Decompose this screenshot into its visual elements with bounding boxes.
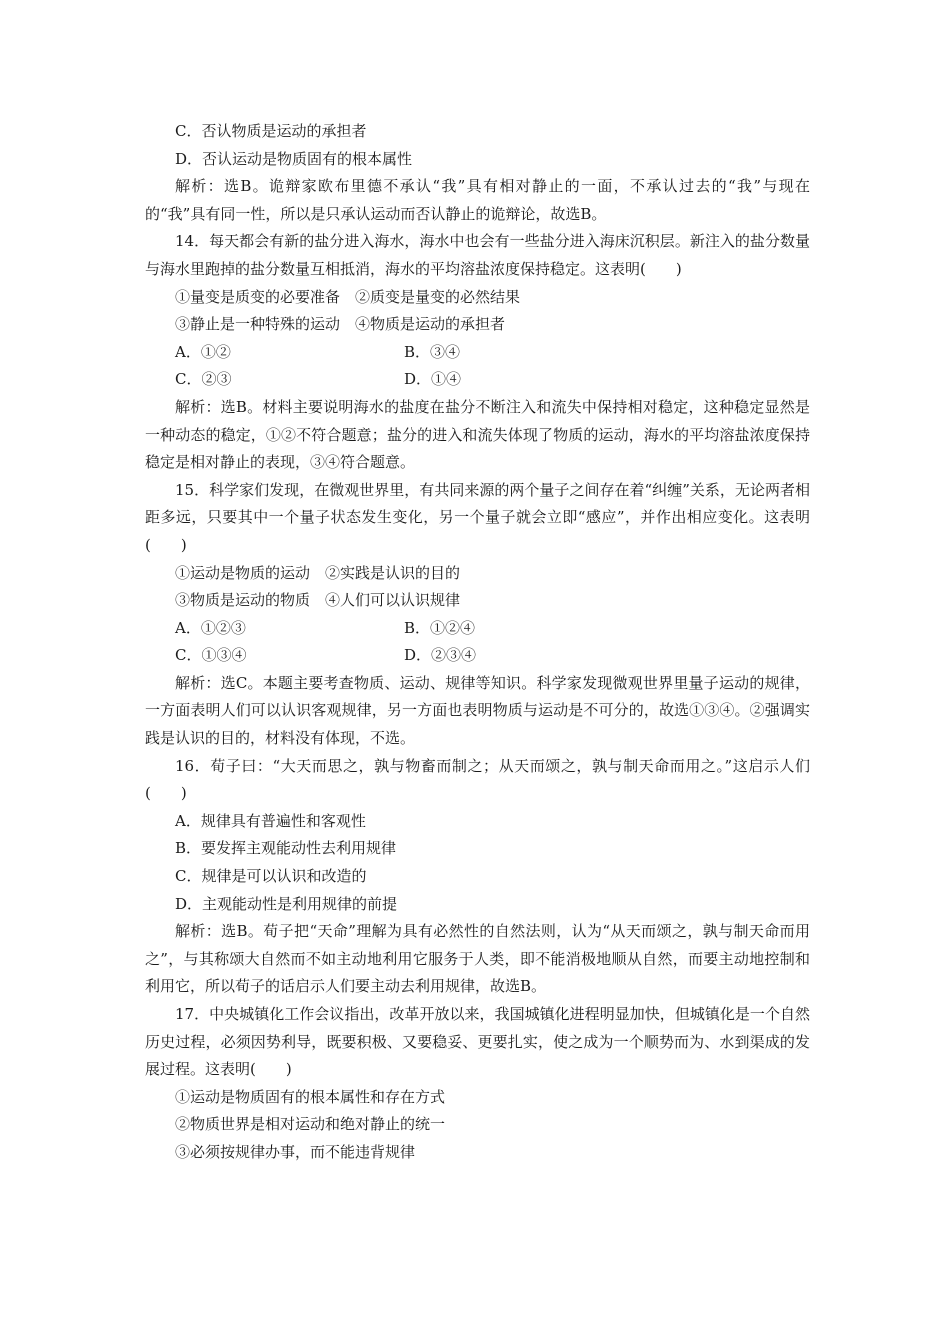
- q14-analysis: 解析：选B。材料主要说明海水的盐度在盐分不断注入和流失中保持相对稳定，这种稳定显然是一种动态的稳定，①②不符合题意；盐分的进入和流失体现了物质的运动，海水的平均溶盐浓度保持稳定是相对静止的表现，③④符合题意。: [145, 397, 810, 472]
- q15-options-row-2: [145, 642, 810, 670]
- q17-item-3: ③必须按规律办事，而不能违背规律: [175, 1142, 416, 1161]
- q16-analysis: 解析：选B。荀子把“天命”理解为具有必然性的自然法则，认为“从天而颂之，孰与制天命而用之”，与其称颂大自然而不如主动地利用它服务于人类，即不能消极地顺从自然，而要主动地控制和利用它，所以荀子的话启示人们要主动去利用规律，故选B。: [145, 922, 810, 996]
- q13-option-c: C．否认物质是运动的承担者: [175, 122, 367, 140]
- q17-stem: 17．中央城镇化工作会议指出，改革开放以来，我国城镇化进程明显加快，但城镇化是一个自然历史过程，必须因势利导，既要积极、又要稳妥、更要扎实，使之成为一个顺势而为、水到渠成的发展过程。这表明( ): [145, 1005, 810, 1079]
- q14-item-line-1: ①量变是质变的必要准备 ②质变是量变的必然结果: [175, 287, 521, 306]
- q13-analysis: 解析：选B。诡辩家欧布里德不承认“我”具有相对静止的一面，不承认过去的“我”与现在的“我”具有同一性，所以是只承认运动而否认静止的诡辩论，故选B。: [145, 177, 810, 223]
- q15-options-row-1: [145, 615, 810, 643]
- q15-analysis: 解析：选C。本题主要考查物质、运动、规律等知识。科学家发现微观世界里量子运动的规律，一方面表明人们可以认识客观规律，另一方面也表明物质与运动是不可分的，故选①③④。②强调实践是认识的目的，材料没有体现，不选。: [145, 673, 810, 748]
- q16-option-a: A．规律具有普遍性和客观性: [175, 811, 366, 830]
- q16-option-c: C．规律是可以认识和改造的: [175, 867, 367, 886]
- q15-option-a: A．①②③: [175, 618, 246, 637]
- q15-option-c: C．①③④: [175, 646, 247, 665]
- q14-item-line-2: ③静止是一种特殊的运动 ④物质是运动的承担者: [175, 315, 506, 334]
- q15-item-line-2: ③物质是运动的物质 ④人们可以认识规律: [175, 591, 461, 610]
- q17-item-2: ②物质世界是相对运动和绝对静止的统一: [175, 1115, 446, 1134]
- q16-stem: 16．荀子曰：“大天而思之，孰与物畜而制之；从天而颂之，孰与制天命而用之。”这启示人们( ): [145, 756, 810, 803]
- q14-option-b: B．③④: [404, 342, 461, 361]
- q15-stem: 15．科学家们发现，在微观世界里，有共同来源的两个量子之间存在着“纠缠”关系，无论两者相距多远，只要其中一个量子状态发生变化，另一个量子就会立即“感应”，并作出相应变化。这表明( ): [145, 480, 810, 554]
- q15-item-line-1: ①运动是物质的运动 ②实践是认识的目的: [175, 563, 461, 582]
- q14-option-a: A．①②: [175, 342, 231, 361]
- q14-options-row-1: [145, 339, 810, 367]
- q15-option-b: B．①②④: [404, 618, 476, 637]
- q14-option-c: C．②③: [175, 370, 232, 389]
- q13-option-d: D．否认运动是物质固有的根本属性: [175, 149, 413, 168]
- document-page: [145, 118, 810, 1167]
- q15-option-d: D．②③④: [404, 646, 477, 665]
- q14-option-d: D．①④: [404, 370, 462, 389]
- q16-option-b: B．要发挥主观能动性去利用规律: [175, 839, 397, 858]
- q16-option-d: D．主观能动性是利用规律的前提: [175, 894, 398, 913]
- q14-options-row-2: [145, 366, 810, 394]
- q14-stem: 14．每天都会有新的盐分进入海水，海水中也会有一些盐分进入海床沉积层。新注入的盐分数量与海水里跑掉的盐分数量互相抵消，海水的平均溶盐浓度保持稳定。这表明( ): [145, 232, 810, 278]
- q17-item-1: ①运动是物质固有的根本属性和存在方式: [175, 1087, 446, 1106]
